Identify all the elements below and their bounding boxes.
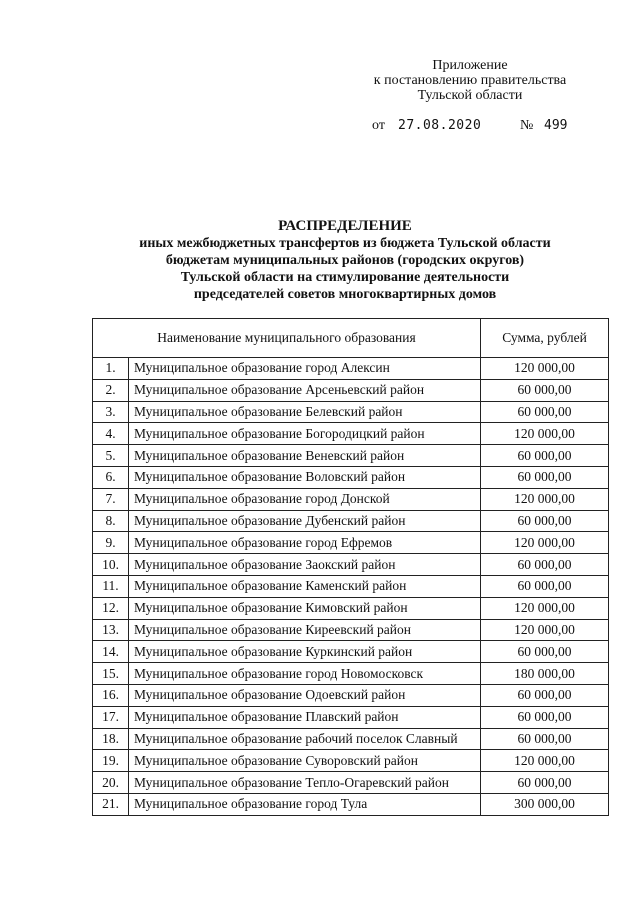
row-index: 8. [93,510,129,532]
row-name: Муниципальное образование Суворовский район [129,750,481,772]
row-name: Муниципальное образование Тепло-Огаревский район [129,772,481,794]
row-index: 20. [93,772,129,794]
row-index: 19. [93,750,129,772]
row-sum: 300 000,00 [481,793,609,815]
table-row [93,488,609,510]
row-sum: 60 000,00 [481,684,609,706]
table-header-row [93,319,609,358]
row-name: Муниципальное образование Одоевский район [129,684,481,706]
row-sum: 120 000,00 [481,750,609,772]
row-index: 18. [93,728,129,750]
row-name: Муниципальное образование город Ефремов [129,532,481,554]
row-index: 15. [93,663,129,685]
row-index: 13. [93,619,129,641]
table-row [93,358,609,380]
row-sum: 60 000,00 [481,772,609,794]
document-subtitle [90,235,600,303]
row-sum: 60 000,00 [481,575,609,597]
row-index: 10. [93,554,129,576]
subtitle-line: бюджетам муниципальных районов (городских округов) [165,253,525,268]
table-row [93,663,609,685]
subtitle-line: председателей советов многоквартирных домов [193,287,497,302]
row-name: Муниципальное образование город Тула [129,793,481,815]
table-row [93,728,609,750]
row-index: 11. [93,575,129,597]
row-sum: 120 000,00 [481,488,609,510]
row-index: 21. [93,793,129,815]
table-row [93,772,609,794]
decree-date: 27.08.2020 [398,118,482,133]
table-row [93,554,609,576]
distribution-table [92,318,609,816]
row-name: Муниципальное образование Заокский район [129,554,481,576]
decree-number-label: № [520,118,534,133]
table-row [93,401,609,423]
row-index: 7. [93,488,129,510]
row-sum: 120 000,00 [481,619,609,641]
table-row [93,423,609,445]
row-name: Муниципальное образование Куркинский район [129,641,481,663]
row-name: Муниципальное образование город Донской [129,488,481,510]
subtitle-line: Тульской области на стимулирование деятельности [180,270,510,285]
row-sum: 60 000,00 [481,641,609,663]
row-index: 2. [93,379,129,401]
row-name: Муниципальное образование Арсеньевский район [129,379,481,401]
row-name: Муниципальное образование Каменский район [129,575,481,597]
row-index: 1. [93,358,129,380]
row-index: 5. [93,445,129,467]
row-index: 4. [93,423,129,445]
table-row [93,532,609,554]
row-sum: 120 000,00 [481,358,609,380]
row-sum: 60 000,00 [481,510,609,532]
table-row [93,793,609,815]
row-sum: 60 000,00 [481,728,609,750]
row-sum: 120 000,00 [481,597,609,619]
row-name: Муниципальное образование Белевский район [129,401,481,423]
row-name: Муниципальное образование Плавский район [129,706,481,728]
row-name: Муниципальное образование город Новомосковск [129,663,481,685]
table-row [93,619,609,641]
row-name: Муниципальное образование город Алексин [129,358,481,380]
table-row [93,510,609,532]
row-index: 6. [93,466,129,488]
row-sum: 120 000,00 [481,423,609,445]
row-index: 14. [93,641,129,663]
decree-reference [372,118,572,134]
appendix-line-1: Приложение [432,58,508,73]
decree-number: 499 [544,118,568,133]
row-sum: 60 000,00 [481,554,609,576]
row-name: Муниципальное образование Богородицкий район [129,423,481,445]
row-sum: 60 000,00 [481,401,609,423]
row-sum: 60 000,00 [481,445,609,467]
table-row [93,706,609,728]
row-index: 16. [93,684,129,706]
row-index: 17. [93,706,129,728]
row-index: 9. [93,532,129,554]
subtitle-line: иных межбюджетных трансфертов из бюджета Тульской области [139,236,551,251]
table-row [93,575,609,597]
row-sum: 60 000,00 [481,706,609,728]
header-name: Наименование муниципального образования [93,319,481,358]
row-name: Муниципальное образование рабочий поселок Славный [129,728,481,750]
table-row [93,597,609,619]
row-name: Муниципальное образование Дубенский район [129,510,481,532]
table-row [93,379,609,401]
row-name: Муниципальное образование Киреевский район [129,619,481,641]
table-row [93,750,609,772]
appendix-header [360,58,580,103]
decree-from-label: от [372,118,385,133]
table-row [93,445,609,467]
table-row [93,641,609,663]
table-row [93,466,609,488]
document-title: РАСПРЕДЕЛЕНИЕ [278,218,412,234]
row-name: Муниципальное образование Воловский район [129,466,481,488]
row-sum: 60 000,00 [481,466,609,488]
row-index: 3. [93,401,129,423]
appendix-line-3: Тульской области [417,88,523,103]
row-sum: 180 000,00 [481,663,609,685]
row-name: Муниципальное образование Кимовский район [129,597,481,619]
appendix-line-2: к постановлению правительства [373,73,567,88]
row-name: Муниципальное образование Веневский район [129,445,481,467]
row-index: 12. [93,597,129,619]
row-sum: 60 000,00 [481,379,609,401]
header-sum: Сумма, рублей [481,319,609,358]
table-row [93,684,609,706]
row-sum: 120 000,00 [481,532,609,554]
